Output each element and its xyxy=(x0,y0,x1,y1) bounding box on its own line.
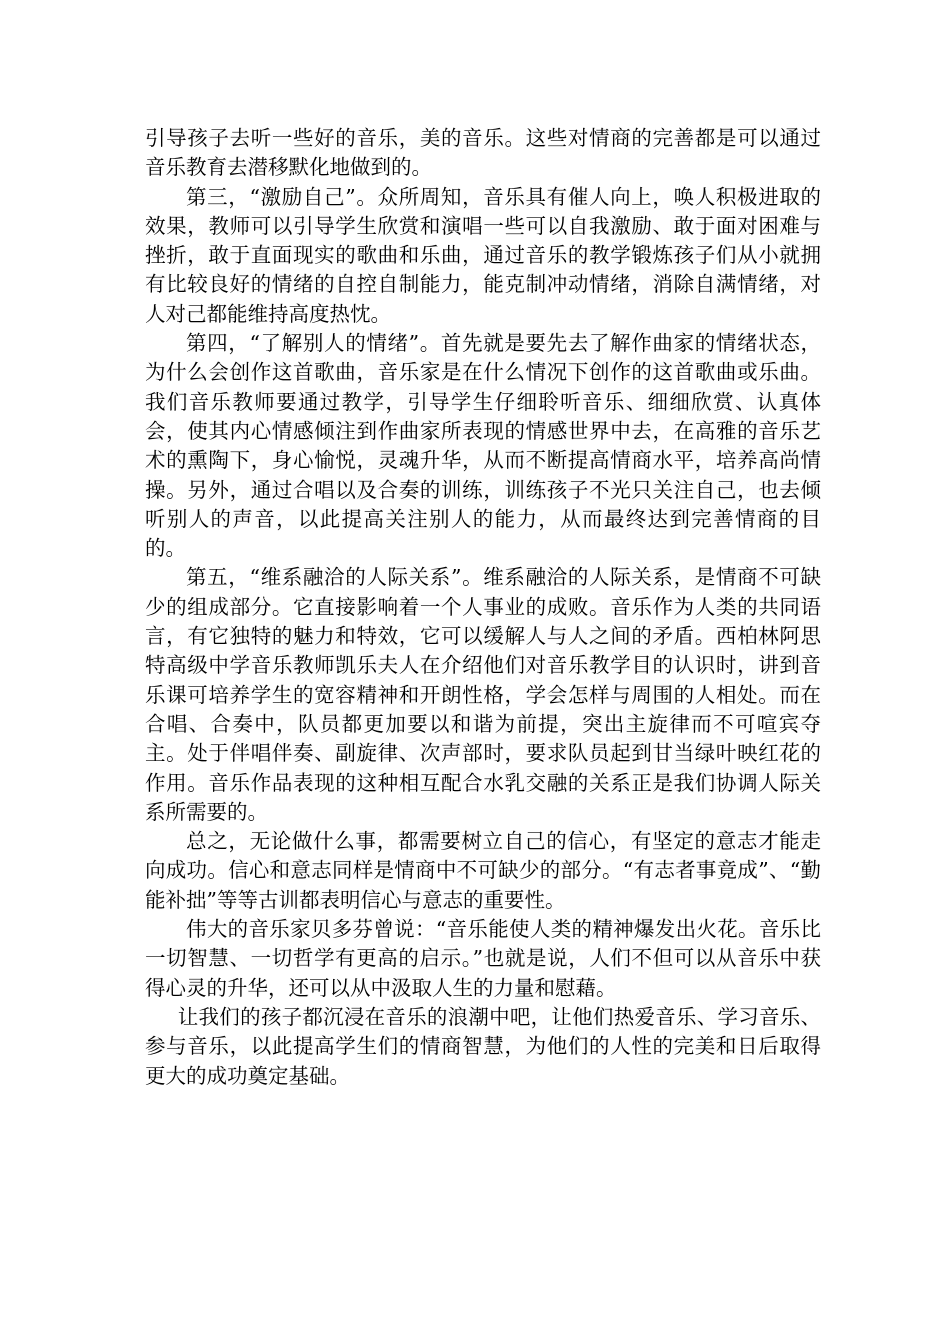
paragraph-7: 让我们的孩子都沉浸在音乐的浪潮中吧，让他们热爱音乐、学习音乐、参与音乐，以此提高学生们的情商智慧，为他们的人性的完美和日后取得更大的成功奠定基础。 xyxy=(145,1004,821,1088)
paragraph-1: 引导孩子去听一些好的音乐，美的音乐。这些对情商的完善都是可以通过音乐教育去潜移默化地做到的。 xyxy=(145,126,821,180)
paragraph-3: 第四，“了解别人的情绪”。首先就是要先去了解作曲家的情绪状态，为什么会创作这首歌曲，音乐家是在什么情况下创作的这首歌曲或乐曲。我们音乐教师要通过教学，引导学生仔细聆听音乐、细细欣赏、认真体会，使其内心情感倾注到作曲家所表现的情感世界中去，在高雅的音乐艺术的熏陶下，身心愉悦，灵魂升华，从而不断提高情商水平，培养高尚情操。另外，通过合唱以及合奏的训练，训练孩子不光只关注自己，也去倾听别人的声音，以此提高关注别人的能力，从而最终达到完善情商的目的。 xyxy=(145,331,821,561)
paragraph-2: 第三，“激励自己”。众所周知，音乐具有催人向上，唤人积极进取的效果，教师可以引导学生欣赏和演唱一些可以自我激励、敢于面对困难与挫折，敢于直面现实的歌曲和乐曲，通过音乐的教学锻炼孩子们从小就拥有比较良好的情绪的自控自制能力，能克制冲动情绪，消除自满情绪，对人对己都能维持高度热忱。 xyxy=(145,184,821,326)
document-body xyxy=(145,124,821,1091)
paragraph-5: 总之，无论做什么事，都需要树立自己的信心，有坚定的意志才能走向成功。信心和意志同样是情商中不可缺少的部分。“有志者事竟成”、“勤能补拙”等等古训都表明信心与意志的重要性。 xyxy=(145,829,821,912)
paragraph-6: 伟大的音乐家贝多芬曾说：“音乐能使人类的精神爆发出火花。音乐比一切智慧、一切哲学有更高的启示。”也就是说，人们不但可以从音乐中获得心灵的升华，还可以从中汲取人生的力量和慰藉。 xyxy=(145,917,821,1000)
paragraph-4: 第五，“维系融洽的人际关系”。维系融洽的人际关系，是情商不可缺少的组成部分。它直接影响着一个人事业的成败。音乐作为人类的共同语言，有它独特的魅力和特效，它可以缓解人与人之间的矛盾。西柏林阿思特高级中学音乐教师凯乐夫人在介绍他们对音乐教学目的认识时，讲到音乐课可培养学生的宽容精神和开朗性格，学会怎样与周围的人相处。而在合唱、合奏中，队员都更加要以和谐为前提，突出主旋律而不可喧宾夺主。处于伴唱伴奏、副旋律、次声部时，要求队员起到甘当绿叶映红花的作用。音乐作品表现的这种相互配合水乳交融的关系正是我们协调人际关系所需要的。 xyxy=(145,565,821,824)
